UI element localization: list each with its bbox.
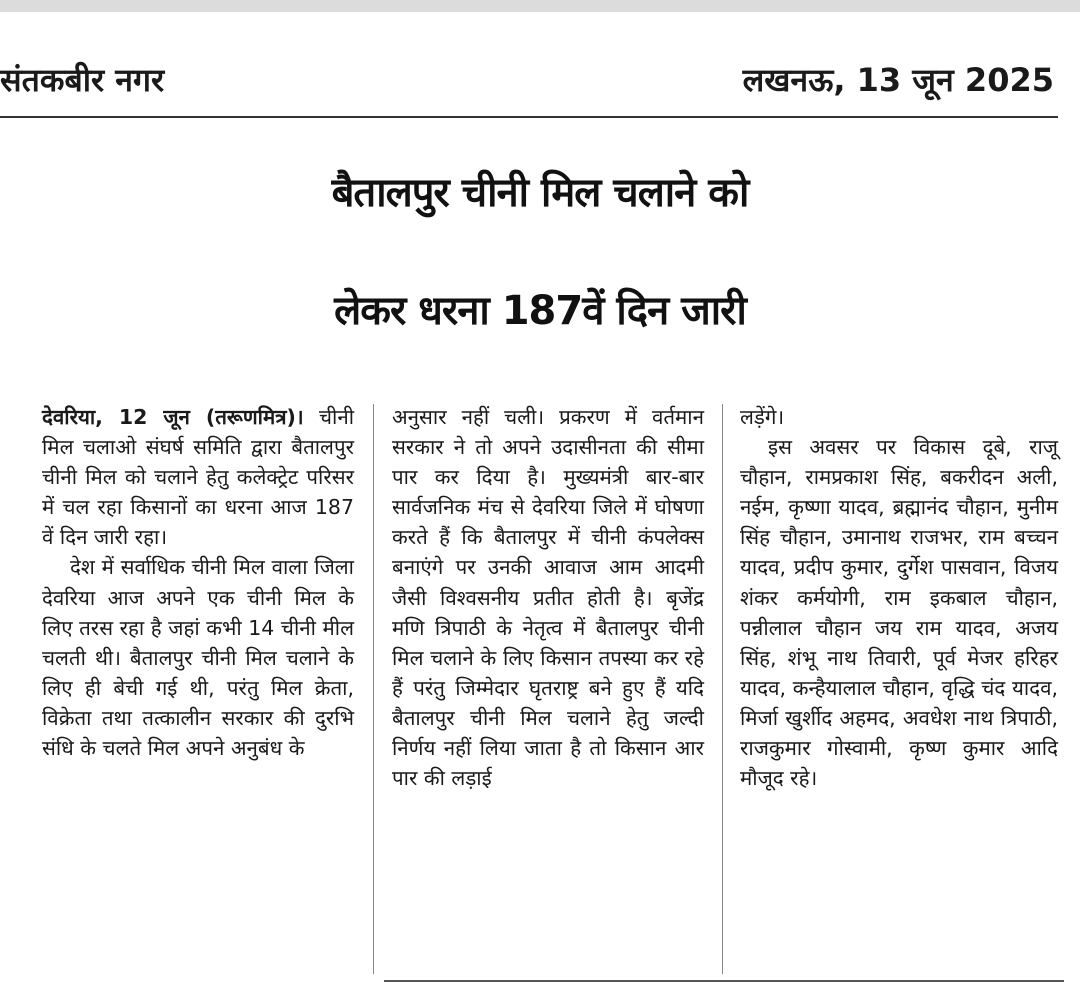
article-paragraph-2: देश में सर्वाधिक चीनी मिल वाला जिला देवरिया आज अपने एक चीनी मिल के लिए तरस रहा है जहां कभी 14 चीनी मील चलती थी। बैतालपुर चीनी मिल चलाने के लिए ही बेची गई थी, परंतु मिल क्रेता, विक्रेता तथा तत्कालीन सरकार की दुरभि संधि के चलते मिल अपने अनुबंध के (42, 555, 354, 761)
section-title: संतकबीर नगर (0, 61, 165, 99)
column-divider (722, 404, 723, 974)
headline-line-2: लेकर धरना 187वें दिन जारी (334, 288, 746, 334)
header-divider (0, 116, 1058, 118)
article-dateline: देवरिया, 12 जून (तरूणमित्र)। (42, 405, 304, 429)
column-divider (373, 404, 374, 974)
article-paragraph-3: अनुसार नहीं चली। प्रकरण में वर्तमान सरकार ने तो अपने उदासीनता की सीमा पार कर दिया है। मुख्यमंत्री बार-बार सार्वजनिक मंच से देवरिया जिले में घोषणा करते हैं कि बैतालपुर में चीनी कंपलेक्स बनाएंगे पर उनकी आवाज आम आदमी जैसी विश्वसनीय प्रतीत होती है। बृजेंद्र मणि त्रिपाठी के नेतृत्व में बैतालपुर चीनी मिल चलाने के लिए किसान तपस्या कर रहे हैं परंतु जिम्मेदार घृतराष्ट्र बने हुए हैं यदि बैतालपुर चीनी मिल चलाने हेतु जल्दी निर्णय नहीं लिया जाता है तो किसान आर पार की लड़ाई (392, 405, 704, 791)
article-lede: चीनी मिल चलाओ संघर्ष समिति द्वारा बैतालपुर चीनी मिल को चलाने हेतु कलेक्ट्रेट परिसर में चल रहा किसानों का धरना आज 187 वें दिन जारी रहा। (42, 405, 355, 550)
headline-line-1: बैतालपुर चीनी मिल चलाने को (331, 170, 749, 216)
top-strip (0, 0, 1080, 12)
article-column-3 (740, 402, 1058, 793)
bottom-divider (384, 980, 1064, 982)
article-column-1 (42, 402, 354, 763)
article-column-2 (392, 402, 704, 793)
article-paragraph-5: इस अवसर पर विकास दूबे, राजू चौहान, रामप्रकाश सिंह, बकरीदन अली, नईम, कृष्णा यादव, ब्रह्मानंद चौहान, मुनीम सिंह चौहान, उमानाथ राजभर, राम बच्चन यादव, प्रदीप कुमार, दुर्गेश पासवान, विजय शंकर कर्मयोगी, राम इकबाल चौहान, पन्नीलाल चौहान जय राम यादव, अजय सिंह, शंभू नाथ तिवारी, पूर्व मेजर हरिहर यादव, कन्हैयालाल चौहान, वृद्धि चंद यादव, मिर्जा खुर्शीद अहमद, अवधेश नाथ त्रिपाठी, राजकुमार गोस्वामी, कृष्ण कुमार आदि मौजूद रहे। (740, 435, 1058, 791)
headline (0, 134, 1080, 370)
publication-dateline: लखनऊ, 13 जून 2025 (742, 61, 1054, 99)
article-paragraph-4: लड़ेंगे। (740, 405, 785, 429)
article-paragraph-1 (42, 402, 354, 552)
